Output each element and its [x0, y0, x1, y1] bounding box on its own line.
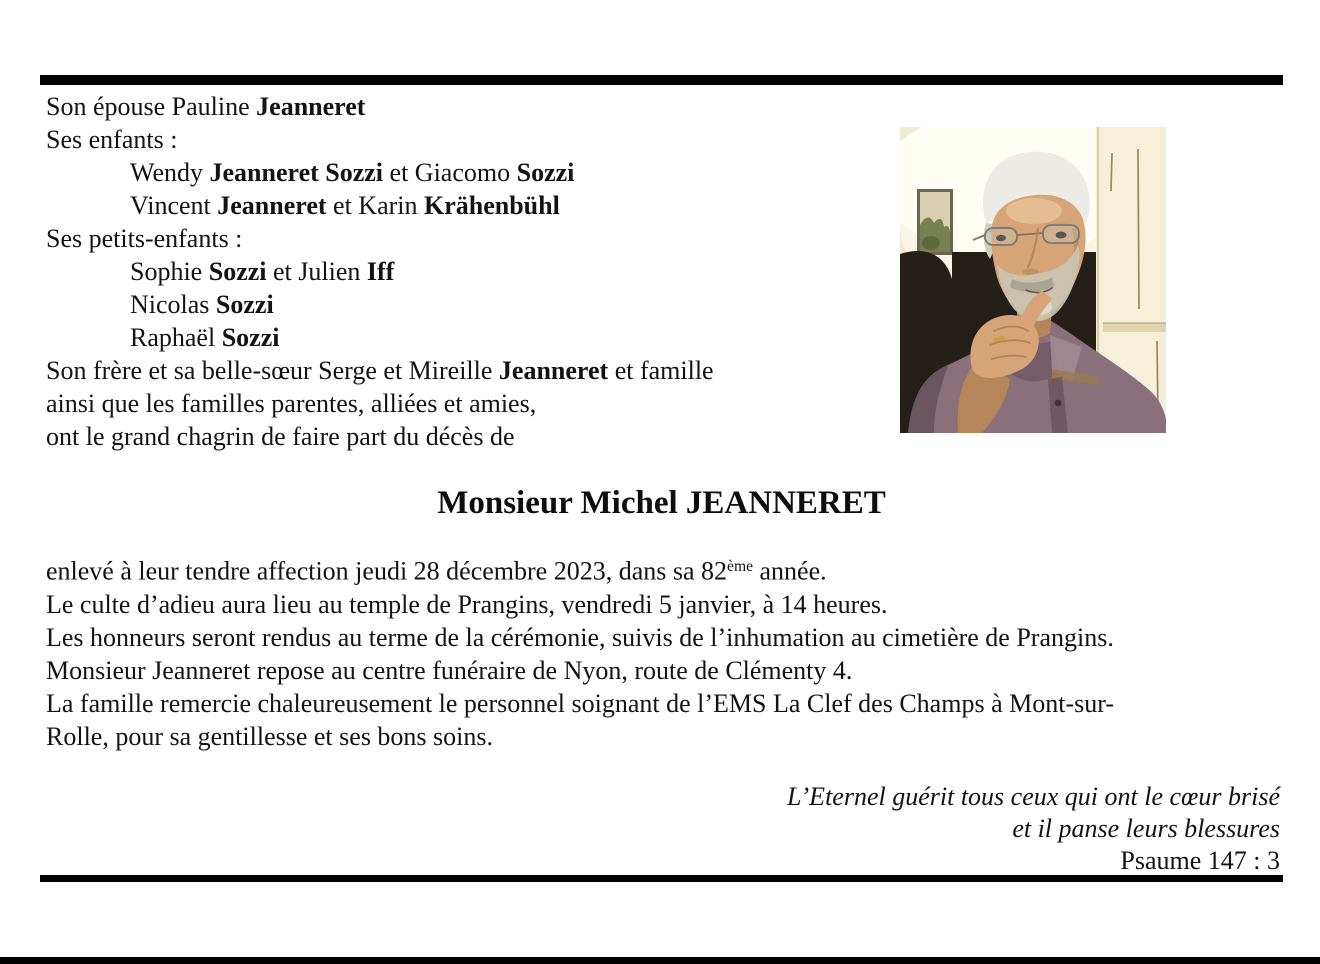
verse-line [787, 781, 1280, 813]
text-segment: Les honneurs seront rendus au terme de la cérémonie, suivis de l’inhumation au cimetière de Prangins. [46, 622, 1114, 652]
detail-line [46, 720, 1114, 753]
door-panel-line-1 [1111, 153, 1112, 191]
text-segment: enlevé à leur tendre affection jeudi 28 décembre 2023, dans sa 82 [46, 556, 728, 586]
frame-foliage-dark [922, 236, 940, 250]
family-line [46, 222, 714, 255]
detail-line [46, 550, 1114, 588]
detail-line [46, 588, 1114, 621]
text-segment: Jeanneret [217, 191, 327, 220]
right-lens-tint [1043, 225, 1079, 243]
text-segment: ème [727, 558, 754, 575]
text-segment: Raphaël [130, 323, 222, 352]
text-segment: et Julien [266, 257, 367, 286]
portrait-photo [900, 127, 1166, 433]
text-segment: Sozzi [208, 257, 267, 286]
family-line [46, 255, 714, 288]
family-line [46, 156, 714, 189]
text-segment: Son frère et sa belle-sœur Serge et Mireille [46, 356, 499, 385]
text-segment: Jeanneret [498, 356, 609, 385]
text-segment: ont le grand chagrin de faire part du décès de [46, 422, 515, 451]
detail-line [46, 621, 1114, 654]
left-lens-tint [985, 228, 1017, 245]
door-ledge [1103, 323, 1166, 332]
text-segment: Rolle, pour sa gentillesse et ses bons soins. [46, 721, 494, 751]
text-segment: Iff [366, 257, 395, 286]
text-segment: année. [753, 556, 827, 586]
text-segment: Wendy [130, 158, 210, 187]
family-line [46, 90, 714, 123]
family-line [46, 420, 714, 453]
forehead-highlight [1006, 198, 1062, 224]
text-segment: Jeanneret Sozzi [209, 158, 384, 187]
bottom-rule [40, 875, 1283, 882]
text-segment: Vincent [130, 191, 218, 220]
text-segment: et il panse leurs blessures [1012, 814, 1280, 843]
shirt-button [1055, 400, 1062, 407]
text-segment: Sozzi [215, 290, 274, 319]
verse-block [787, 781, 1280, 877]
text-segment: Ses enfants : [46, 125, 178, 154]
text-segment: et famille [608, 356, 714, 385]
verse-line [787, 845, 1280, 877]
text-segment: L’Eternel guérit tous ceux qui ont le cœur brisé [787, 782, 1280, 811]
detail-line [46, 654, 1114, 687]
family-line [46, 189, 714, 222]
text-segment: ainsi que les familles parentes, alliées et amies, [46, 389, 537, 418]
text-segment: La famille remercie chaleureusement le personnel soignant de l’EMS La Clef des Champs à Mont-sur- [46, 688, 1115, 718]
text-segment: Ses petits-enfants : [46, 224, 243, 253]
text-segment: Son épouse Pauline [46, 92, 257, 121]
family-line [46, 321, 714, 354]
text-segment: Jeanneret [256, 92, 366, 121]
text-segment: Le culte d’adieu aura lieu au temple de Prangins, vendredi 5 janvier, à 14 heures. [46, 589, 888, 619]
family-line [46, 354, 714, 387]
photo-wall-frame [917, 189, 953, 255]
text-segment: Monsieur Jeanneret repose au centre funéraire de Nyon, route de Clémenty 4. [46, 655, 853, 685]
top-rule [40, 75, 1283, 85]
detail-line [46, 687, 1114, 720]
portrait-photo-svg [900, 127, 1166, 433]
verse-line [787, 813, 1280, 845]
text-segment: et Karin [326, 191, 424, 220]
text-segment: Sophie [130, 257, 209, 286]
family-line [46, 288, 714, 321]
text-segment: Sozzi [516, 158, 575, 187]
text-segment: Nicolas [130, 290, 216, 319]
details-block [46, 550, 1114, 753]
deceased-name-title: Monsieur Michel JEANNERET [437, 485, 886, 521]
text-segment: Krähenbühl [424, 191, 560, 220]
text-segment: Psaume 147 : 3 [1120, 846, 1280, 875]
family-line [46, 123, 714, 156]
door-panel-line-2 [1138, 149, 1139, 309]
text-segment: Sozzi [221, 323, 280, 352]
family-block [46, 90, 714, 453]
scan-edge-bottom [0, 957, 1320, 964]
family-line [46, 387, 714, 420]
text-segment: et Giacomo [383, 158, 517, 187]
